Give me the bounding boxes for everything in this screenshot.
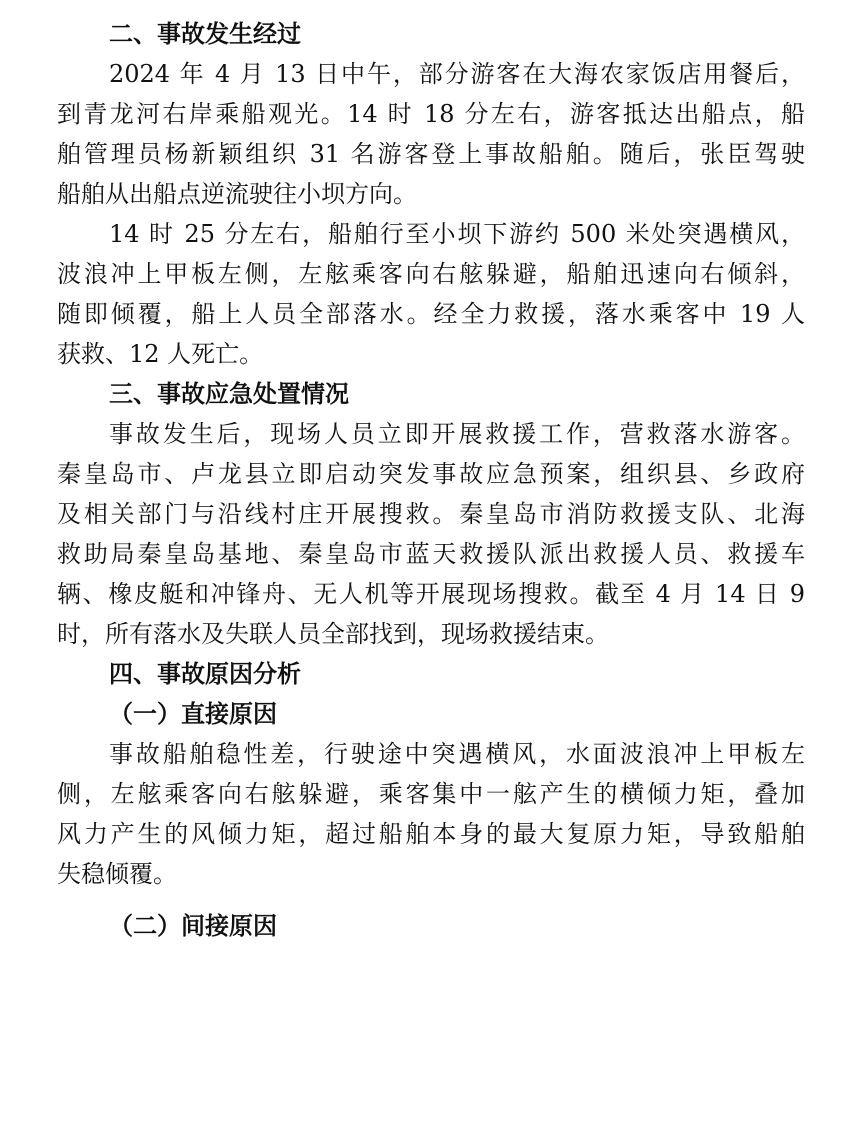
text-line: 2024 年 4 月 13 日中午，部分游客在大海农家饭店用餐后， bbox=[109, 60, 805, 88]
document-page bbox=[57, 14, 805, 946]
text-line: 辆、橡皮艇和冲锋舟、无人机等开展现场搜救。截至 4 月 14 日 9 bbox=[57, 580, 805, 608]
spacer bbox=[57, 894, 805, 906]
paragraph bbox=[57, 54, 805, 214]
text-line: 随即倾覆，船上人员全部落水。经全力救援，落水乘客中 19 人 bbox=[57, 300, 805, 328]
text-line: 失稳倾覆。 bbox=[57, 860, 177, 888]
section-heading-3: 三、事故应急处置情况 bbox=[109, 380, 349, 408]
text-line: 时，所有落水及失联人员全部找到，现场救援结束。 bbox=[57, 620, 609, 648]
text-line: 波浪冲上甲板左侧，左舷乘客向右舷躲避，船舶迅速向右倾斜， bbox=[57, 260, 805, 288]
subsection-heading-direct-cause: （一）直接原因 bbox=[109, 700, 277, 728]
text-line: 救助局秦皇岛基地、秦皇岛市蓝天救援队派出救援人员、救援车 bbox=[57, 540, 805, 568]
text-line: 秦皇岛市、卢龙县立即启动突发事故应急预案，组织县、乡政府 bbox=[57, 460, 805, 488]
text-line: 舶管理员杨新颖组织 31 名游客登上事故船舶。随后，张臣驾驶 bbox=[57, 140, 805, 168]
paragraph bbox=[57, 214, 805, 374]
text-line: 风力产生的风倾力矩，超过船舶本身的最大复原力矩，导致船舶 bbox=[57, 820, 805, 848]
section-heading-4: 四、事故原因分析 bbox=[109, 660, 301, 688]
text-line: 获救、12 人死亡。 bbox=[57, 340, 264, 368]
section-heading-2: 二、事故发生经过 bbox=[109, 20, 301, 48]
text-line: 到青龙河右岸乘船观光。14 时 18 分左右，游客抵达出船点，船 bbox=[57, 100, 805, 128]
paragraph bbox=[57, 414, 805, 654]
paragraph bbox=[57, 734, 805, 894]
text-line: 及相关部门与沿线村庄开展搜救。秦皇岛市消防救援支队、北海 bbox=[57, 500, 805, 528]
text-line: 侧，左舷乘客向右舷躲避，乘客集中一舷产生的横倾力矩，叠加 bbox=[57, 780, 805, 808]
text-line: 船舶从出船点逆流驶往小坝方向。 bbox=[57, 180, 417, 208]
text-line: 事故发生后，现场人员立即开展救援工作，营救落水游客。 bbox=[109, 420, 805, 448]
subsection-heading-indirect-cause: （二）间接原因 bbox=[109, 912, 277, 940]
text-line: 14 时 25 分左右，船舶行至小坝下游约 500 米处突遇横风， bbox=[109, 220, 805, 248]
text-line: 事故船舶稳性差，行驶途中突遇横风，水面波浪冲上甲板左 bbox=[109, 740, 805, 768]
